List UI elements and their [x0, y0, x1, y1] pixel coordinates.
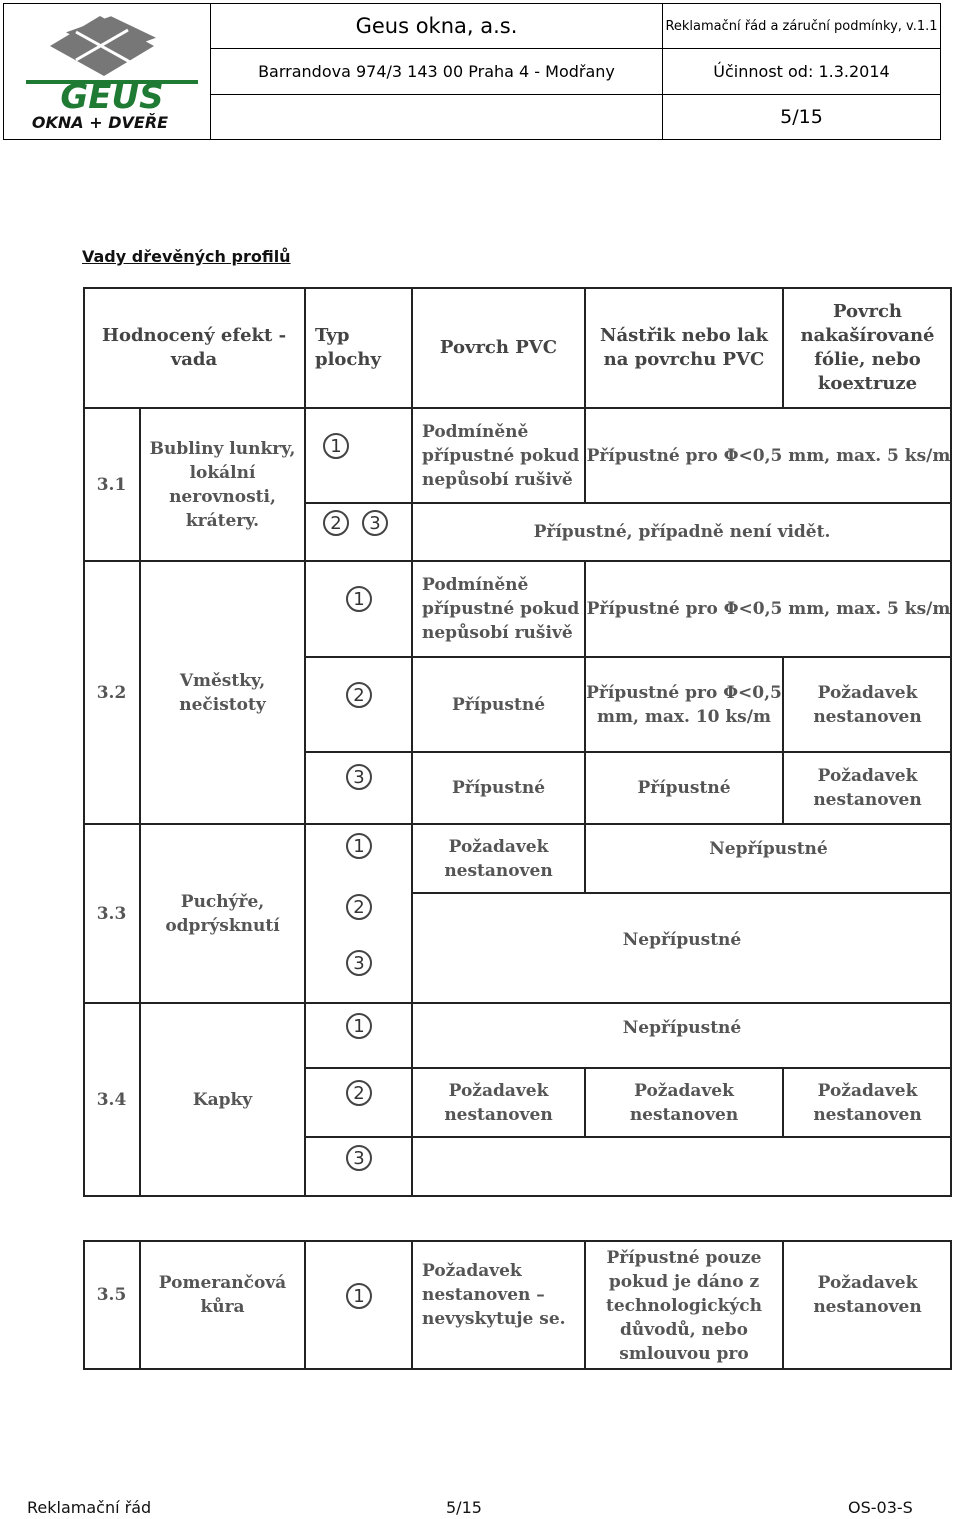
defect-name: Bubliny lunkry, lokální nerovnosti, krátery.: [149, 438, 296, 531]
row-number: 3.4: [96, 1090, 127, 1110]
surface-type-3-icon: 3: [346, 764, 372, 790]
cell-all: Nepřípustné: [622, 1018, 742, 1038]
surface-type-1-icon: 1: [346, 833, 372, 859]
effective-date: Účinnost od: 1.3.2014: [713, 62, 890, 81]
cell-foil: Požadavek nestanoven: [813, 1080, 922, 1125]
footer-code: OS-03-S: [848, 1498, 913, 1517]
cell-paint-foil: Přípustné pro Φ<0,5 mm, max. 5 ks/m: [586, 445, 951, 466]
surface-type-1-icon: 1: [346, 1283, 372, 1309]
cell-pvc: Přípustné: [451, 778, 546, 798]
surface-type-1-icon: 1: [323, 433, 349, 459]
cell-pvc: Podmíněně přípustné pokud nepůsobí rušivě: [422, 575, 580, 643]
surface-type-1-icon: 1: [346, 586, 372, 612]
surface-type-3-icon: 3: [346, 1145, 372, 1171]
row-number: 3.1: [96, 474, 127, 495]
company-address: Barrandova 974/3 143 00 Praha 4 - Modřany: [258, 62, 615, 81]
defects-table-continued: [83, 1240, 952, 1370]
cell-paint-foil: Přípustné pro Φ<0,5 mm, max. 5 ks/m: [586, 599, 951, 619]
defect-name: Vměstky, nečistoty: [179, 670, 266, 715]
header-defect: Hodnocený efekt - vada: [101, 324, 287, 370]
cell-foil: Požadavek nestanoven: [813, 766, 922, 810]
cell-pvc: Požadavek nestanoven: [444, 836, 553, 881]
cell-paint: Přípustné pouze pokud je dáno z technologických důvodů, nebo smlouvou pro: [606, 1248, 762, 1364]
defects-table: [83, 287, 952, 1197]
surface-type-2-icon: 2: [346, 894, 372, 920]
surface-type-3-icon: 3: [362, 510, 388, 536]
cell-paint: Přípustné: [637, 778, 731, 798]
header-paint: Nástřik nebo lak na povrchu PVC: [600, 324, 768, 370]
cell-all: Přípustné, případně není vidět.: [533, 522, 831, 542]
footer-page: 5/15: [446, 1498, 482, 1517]
cell-foil: Požadavek nestanoven: [813, 682, 922, 727]
cell-pvc: Podmíněně přípustné pokud nepůsobí rušivě: [422, 421, 580, 490]
row-number: 3.3: [96, 903, 127, 924]
section-title: Vady dřevěných profilů: [82, 247, 291, 266]
cell-all: Nepřípustné: [622, 930, 742, 950]
cell-paint-foil: Nepřípustné: [709, 839, 828, 859]
defect-name: Puchýře, odprýsknutí: [165, 891, 280, 936]
company-name: Geus okna, a.s.: [355, 14, 518, 38]
cell-paint: Přípustné pro Φ<0,5 mm, max. 10 ks/m: [586, 682, 782, 727]
surface-type-3-icon: 3: [346, 950, 372, 976]
page-number: 5/15: [780, 106, 823, 128]
logo-main-text: GEUS: [60, 77, 164, 117]
header-surface-type: Typ plochy: [315, 324, 381, 370]
header-pvc: Povrch PVC: [439, 336, 558, 358]
surface-type-2-icon: 2: [323, 510, 349, 536]
cell-pvc: Požadavek nestanoven: [444, 1080, 553, 1125]
surface-type-2-icon: 2: [346, 1080, 372, 1106]
logo-graphic: [4, 4, 210, 139]
surface-type-2-icon: 2: [346, 682, 372, 708]
defect-name: Kapky: [192, 1090, 253, 1110]
cell-pvc: Přípustné: [451, 694, 546, 715]
document-title: Reklamační řád a záruční podmínky, v.1.1: [665, 18, 938, 34]
row-number: 3.5: [96, 1285, 127, 1305]
defect-name: Pomerančová kůra: [158, 1273, 287, 1317]
footer-left: Reklamační řád: [27, 1498, 152, 1517]
company-logo: [4, 4, 210, 139]
cell-pvc: Požadavek nestanoven – nevyskytuje se.: [422, 1261, 566, 1329]
header-foil: Povrch nakašírované fólie, nebo koextruze: [800, 300, 935, 394]
row-number: 3.2: [96, 682, 127, 703]
logo-sub-text: OKNA + DVEŘE: [31, 113, 169, 132]
cell-foil: Požadavek nestanoven: [813, 1273, 922, 1317]
cell-paint: Požadavek nestanoven: [629, 1080, 739, 1125]
surface-type-1-icon: 1: [346, 1013, 372, 1039]
